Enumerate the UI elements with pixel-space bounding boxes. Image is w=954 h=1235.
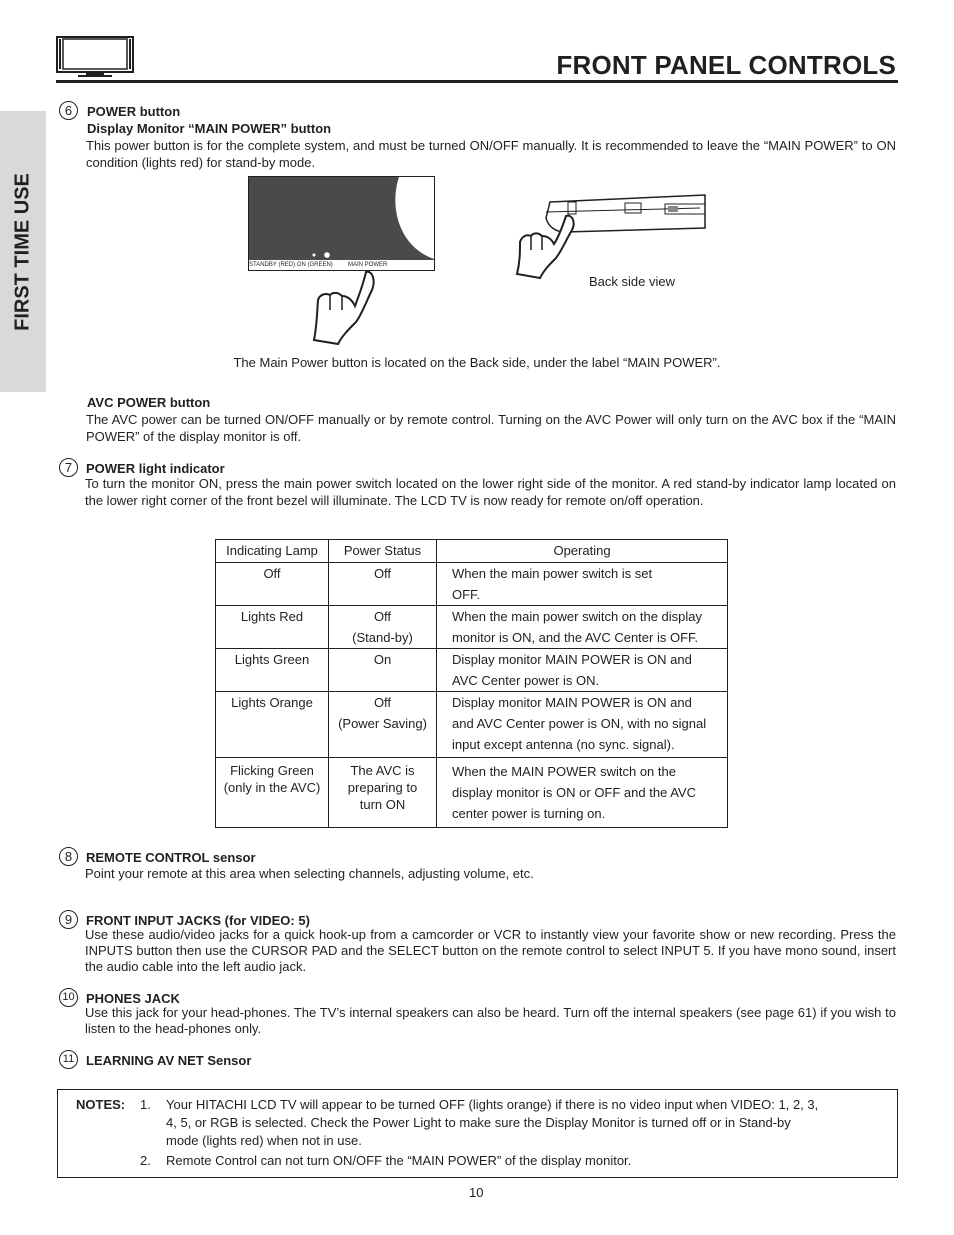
item-subheading: Display Monitor “MAIN POWER” button [87,121,332,136]
back-side-caption: Back side view [589,274,675,289]
table-row [216,606,728,649]
operating-cell: When the main power switch on the display [452,609,703,624]
item-number: 8 [59,847,78,866]
item-number: 6 [59,101,78,120]
note-text [166,1096,818,1150]
table-row [216,563,728,606]
table-row [216,758,728,828]
item-number: 11 [59,1050,78,1069]
note-line: Remote Control can not turn ON/OFF the “MAIN POWER” of the display monitor. [166,1153,632,1168]
status-cell: preparing to [347,780,418,795]
page-title: FRONT PANEL CONTROLS [556,50,896,80]
table-header-row [216,540,728,563]
note-line: Your HITACHI LCD TV will appear to be turned OFF (lights orange) if there is no video input when VIDEO: 1, 2, 3, [166,1097,819,1112]
item-heading: POWER button [87,104,181,119]
item-heading: REMOTE CONTROL sensor [86,850,256,865]
operating-cell: OFF. [452,587,481,602]
status-cell: On [373,652,392,667]
status-cell: turn ON [359,797,406,812]
note-line: 4, 5, or RGB is selected. Check the Power Light to make sure the Display Monitor is turned off or in Stand-by [166,1115,791,1130]
status-cell: The AVC is [350,763,415,778]
operating-cell: center power is turning on. [452,806,606,821]
status-cell: (Power Saving) [338,716,427,731]
tv-icon [56,36,134,78]
operating-cell: When the MAIN POWER switch on the [452,764,676,779]
operating-cell: and AVC Center power is ON, with no signal [452,716,707,731]
figure-caption: The Main Power button is located on the Back side, under the label “MAIN POWER”. [233,355,721,370]
item-body: To turn the monitor ON, press the main power switch located on the lower right side of the monitor. A red stand-by indicator lamp located on the lower right corner of the front bezel will illuminate. The LCD TV is now ready for remote on/off operation. [85,476,896,508]
status-cell: Off [373,609,392,624]
status-cell: Off [373,695,392,710]
page-number: 10 [469,1185,484,1200]
panel-illustration [249,177,434,270]
panel-figure [248,176,435,271]
item-body: This power button is for the complete system, and must be turned ON/OFF manually. It is recommended to leave the “MAIN POWER” to ON condition (lights red) for stand-by mode. [86,138,896,170]
status-cell: (Stand-by) [352,630,413,645]
hand-pointer-icon [308,270,388,346]
panel-label-standby: STANDBY (RED) ON (GREEN) [249,262,333,268]
table-header: Power Status [329,540,437,563]
operating-cell: display monitor is ON or OFF and the AVC [452,785,696,800]
side-tab-label: FIRST TIME USE [11,173,34,331]
item-body: Use these audio/video jacks for a quick hook-up from a camcorder or VCR to instantly view your favorite show or new recording. Press the INPUTS button then use the CURSOR PAD and the SELECT button on the remote control to select INPUT 5. If you have mono sound, insert the audio cable into the left audio jack. [85,927,896,974]
lamp-cell: Lights Green [234,652,310,667]
status-cell: Off [373,566,392,581]
operating-cell: When the main power switch is set [452,566,653,581]
table-header: Operating [437,540,728,563]
table-header: Indicating Lamp [216,540,329,563]
notes-label: NOTES: [76,1097,126,1112]
item-heading: FRONT INPUT JACKS (for VIDEO: 5) [86,913,310,928]
operating-cell: monitor is ON, and the AVC Center is OFF. [452,630,699,645]
lamp-cell: Off [263,566,281,581]
operating-cell: Display monitor MAIN POWER is ON and [452,652,692,667]
power-status-table [215,539,728,828]
item-body: Use this jack for your head-phones. The TV’s internal speakers can also be heard. Turn off the internal speakers (see page 61) if you wish to listen to the head-phones only. [85,1005,896,1036]
item-number: 9 [59,910,78,929]
lamp-cell: Lights Orange [231,695,313,710]
note-number: 1. [140,1097,151,1112]
table-row [216,649,728,692]
item-number: 10 [59,988,78,1007]
panel-label-main-power: MAIN POWER [348,262,388,268]
note-line: mode (lights red) when not in use. [166,1133,362,1148]
lamp-cell: Flicking Green [230,763,314,778]
item-heading: POWER light indicator [86,461,225,476]
lamp-cell: Lights Red [240,609,304,624]
lamp-cell: (only in the AVC) [223,780,321,795]
item-heading: PHONES JACK [86,991,180,1006]
table-row [216,692,728,758]
item-heading: LEARNING AV NET Sensor [86,1053,252,1068]
operating-cell: Display monitor MAIN POWER is ON and [452,695,692,710]
item-body: Point your remote at this area when selecting channels, adjusting volume, etc. [85,866,534,881]
item-number: 7 [59,458,78,477]
note-number: 2. [140,1153,151,1168]
note-text [166,1152,631,1170]
operating-cell: AVC Center power is ON. [452,673,600,688]
operating-cell: input except antenna (no sync. signal). [452,737,675,752]
hand-pointer-icon [514,214,584,280]
header-rule [56,80,898,83]
avc-heading: AVC POWER button [87,395,211,410]
avc-body: The AVC power can be turned ON/OFF manually or by remote control. Turning on the AVC Power will only turn on the AVC box if the “MAIN POWER” of the display monitor is off. [86,412,896,444]
